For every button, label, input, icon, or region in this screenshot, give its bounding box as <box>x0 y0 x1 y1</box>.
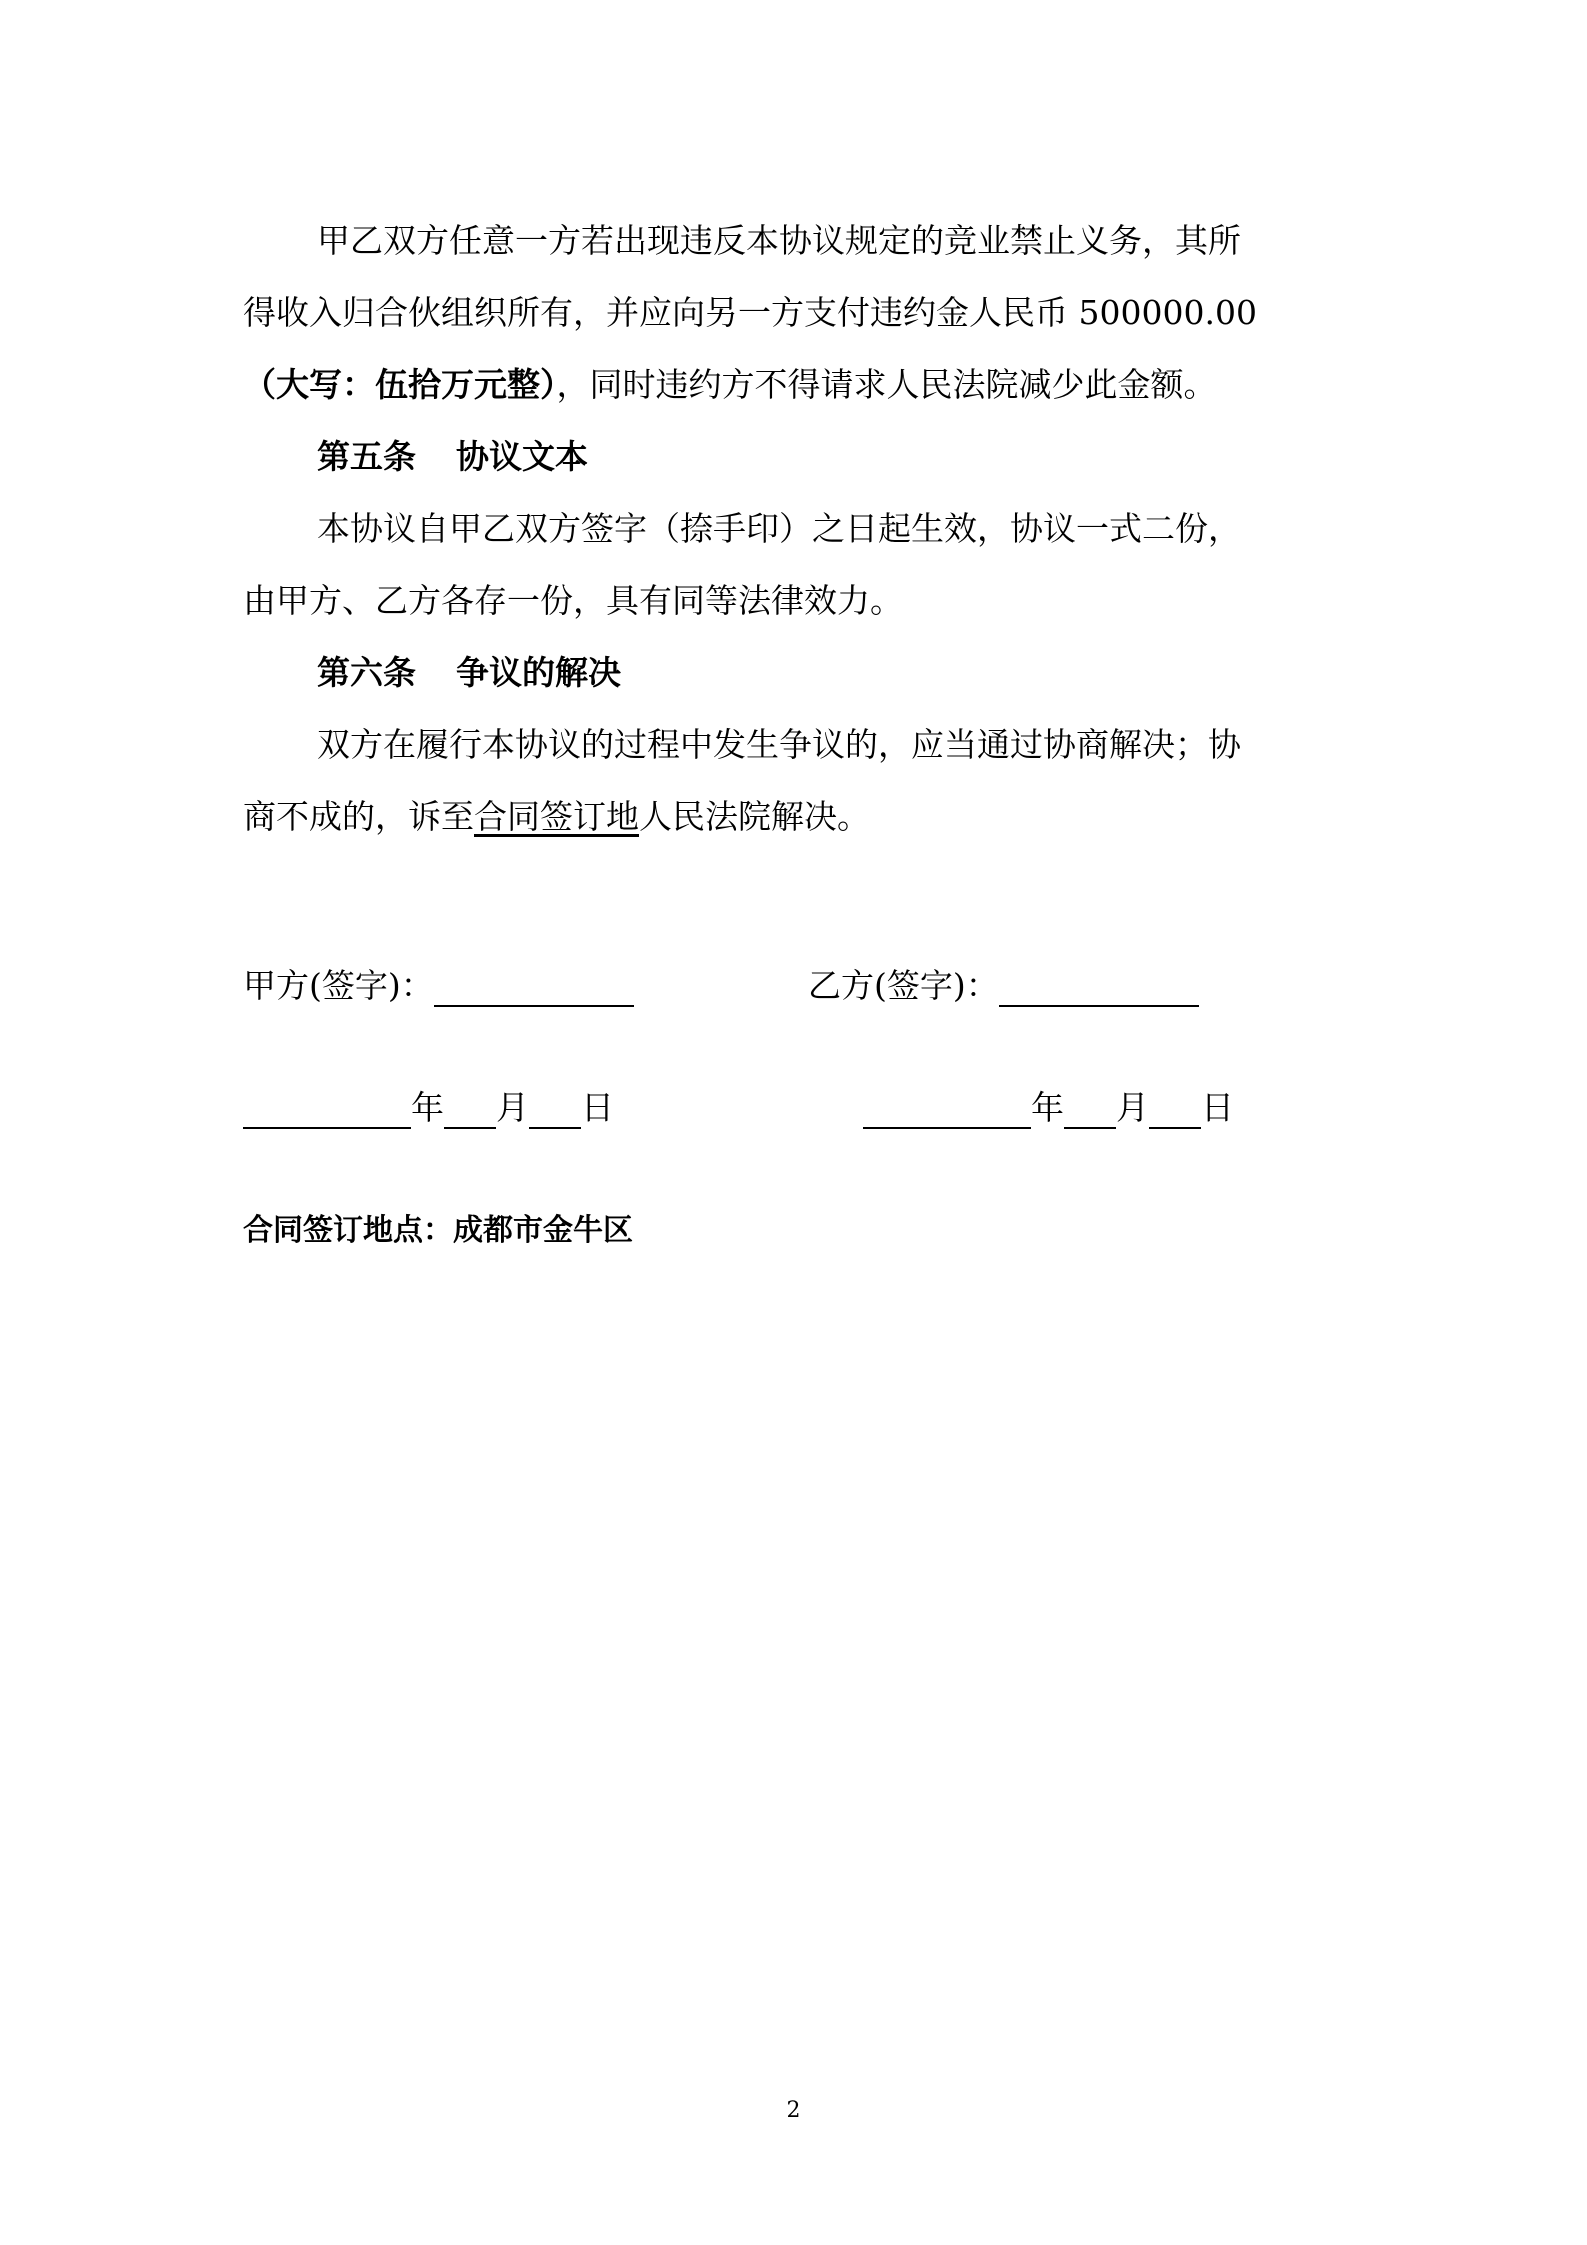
underlined-place-term: 合同签订地 <box>474 797 639 836</box>
clause-title: 协议文本 <box>456 437 588 476</box>
page-number: 2 <box>786 2098 801 2123</box>
day-blank[interactable] <box>529 1089 581 1129</box>
party-a-signature <box>243 960 634 1007</box>
clause6-heading <box>243 637 1353 709</box>
signing-place: 合同签订地点：成都市金牛区 <box>243 1213 633 1248</box>
clause5-paragraph <box>243 493 1353 637</box>
party-a-date <box>243 1082 614 1129</box>
paragraph-text: 人民法院解决。 <box>639 797 870 836</box>
clause5-heading <box>243 421 1353 493</box>
contract-body <box>243 205 1353 853</box>
clause6-paragraph <box>243 709 1353 853</box>
paragraph-line: 双方在履行本协议的过程中发生争议的，应当通过协商解决；协 <box>317 725 1241 764</box>
month-blank[interactable] <box>1064 1089 1116 1129</box>
month-blank[interactable] <box>444 1089 496 1129</box>
clause-number: 第五条 <box>317 437 416 476</box>
month-label: 月 <box>496 1088 529 1127</box>
paragraph-line: 甲乙双方任意一方若出现违反本协议规定的竞业禁止义务，其所 <box>317 221 1241 260</box>
paragraph-line <box>243 781 1353 853</box>
year-label: 年 <box>1031 1088 1064 1127</box>
month-label: 月 <box>1116 1088 1149 1127</box>
year-label: 年 <box>411 1088 444 1127</box>
year-blank[interactable] <box>863 1089 1031 1129</box>
clause-number: 第六条 <box>317 653 416 692</box>
paragraph-text: 商不成的，诉至 <box>243 797 474 836</box>
day-label: 日 <box>1201 1088 1234 1127</box>
paragraph-line: 得收入归合伙组织所有，并应向另一方支付违约金人民币 500000.00 <box>243 293 1257 332</box>
party-a-signature-blank[interactable] <box>434 967 634 1007</box>
party-b-signature <box>808 960 1199 1007</box>
paragraph-text: ，同时违约方不得请求人民法院减少此金额。 <box>556 365 1217 404</box>
year-blank[interactable] <box>243 1089 411 1129</box>
party-b-date <box>863 1082 1234 1129</box>
day-blank[interactable] <box>1149 1089 1201 1129</box>
day-label: 日 <box>581 1088 614 1127</box>
party-b-signature-blank[interactable] <box>999 967 1199 1007</box>
amount-in-words: （大写：伍拾万元整） <box>243 365 557 404</box>
paragraph-line: 由甲方、乙方各存一份，具有同等法律效力。 <box>243 581 903 620</box>
clause-title: 争议的解决 <box>456 653 621 692</box>
clause4-breach-paragraph <box>243 205 1353 421</box>
party-b-label: 乙方(签字)： <box>808 966 999 1005</box>
paragraph-line: 本协议自甲乙双方签字（捺手印）之日起生效，协议一式二份， <box>317 509 1241 548</box>
party-a-label: 甲方(签字)： <box>243 966 434 1005</box>
paragraph-line <box>243 349 1353 421</box>
